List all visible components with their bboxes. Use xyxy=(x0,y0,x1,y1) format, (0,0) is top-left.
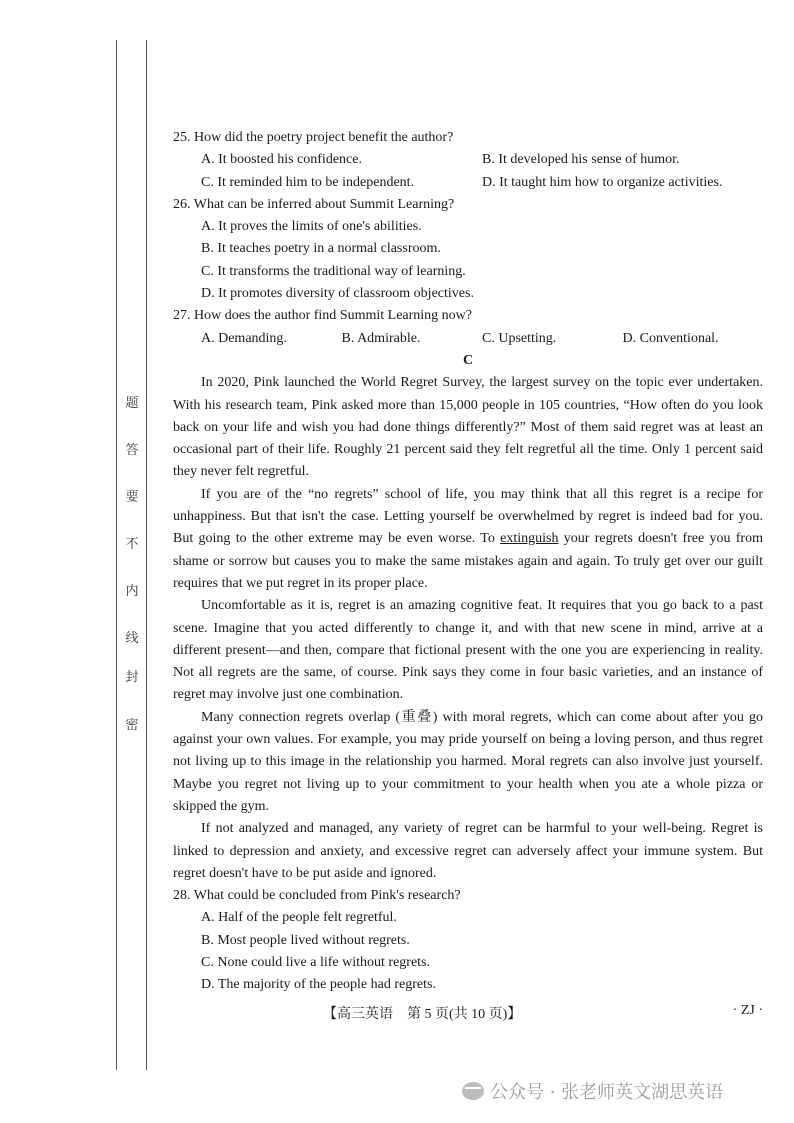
passage-paragraph-2-part-2: your regrets doesn't free you from shame or sorrow but causes you to make the same mistakes again and again. To truly get over our guilt requires that we put regret in its proper place. xyxy=(173,531,763,591)
watermark xyxy=(462,1078,723,1104)
seal-char: 密 xyxy=(125,717,139,732)
binding-line-inner xyxy=(146,40,147,1070)
seal-char: 线 xyxy=(125,630,139,645)
question-27-option-a: A. Demanding. xyxy=(201,330,287,346)
question-26-option-a: A. It proves the limits of one's abilities. xyxy=(201,219,422,235)
section-title: C xyxy=(462,352,474,368)
question-25-stem: 25. How did the poetry project benefit the author? xyxy=(173,130,454,145)
question-27-options xyxy=(201,328,763,350)
passage-paragraph-1: In 2020, Pink launched the World Regret Survey, the largest survey on the topic ever undertaken. With his research team, Pink asked more than 15,000 people in 105 countries, “How often do you look back on your life and wish you had done things differently?” Most of them said regret was at least an occasional part of their life. Roughly 21 percent said they felt regretful all the time. Only 1 percent said they never felt regretful. xyxy=(173,375,763,480)
question-25-option-a: A. It boosted his confidence. xyxy=(201,152,362,168)
question-27-option-b: B. Admirable. xyxy=(341,330,421,346)
question-25-option-b: B. It developed his sense of humor. xyxy=(482,152,680,168)
question-27-stem: 27. How does the author find Summit Learning now? xyxy=(173,308,473,324)
seal-char: 题 xyxy=(125,395,139,410)
underlined-word: extinguish xyxy=(500,531,559,547)
binding-line-outer xyxy=(116,40,117,1070)
passage-paragraph-3: Uncomfortable as it is, regret is an amazing cognitive feat. It requires that you go back to a past scene. Imagine that you acted differently to change it, and with that new scene in mind, arrive at a different present—and then, compare that fictional present with the one you are experiencing in reality. Not all regrets are the same, of course. Pink says they come in four basic varieties, and an instance of regret may involve just one combination. xyxy=(173,598,763,703)
question-25-option-d: D. It taught him how to organize activities. xyxy=(482,174,723,190)
question-28-option-c: C. None could live a life without regrets. xyxy=(201,954,430,970)
footer-code: · ZJ · xyxy=(732,1003,763,1018)
seal-char: 封 xyxy=(125,669,139,684)
question-26-option-d: D. It promotes diversity of classroom objectives. xyxy=(201,286,474,302)
exam-content xyxy=(173,127,763,997)
seal-char: 内 xyxy=(125,583,139,598)
seal-char: 不 xyxy=(125,536,139,551)
passage-paragraph-2-part-1: If you are of the “no regrets” school of life, you may think that all this regret is a recipe for unhappiness. But that isn't the case. Letting yourself be overwhelmed by regret is indeed bad for you. But going to the other extreme may be even worse. To xyxy=(173,486,763,547)
question-25-options-row1 xyxy=(201,149,763,171)
passage-paragraph-5: If not analyzed and managed, any variety of regret can be harmful to your well-being. Regret is linked to depression and anxiety, and excessive regret can adversely affect your immune system. But regret doesn't have to be put aside and ignored. xyxy=(173,821,763,881)
seal-char: 答 xyxy=(125,442,139,457)
question-28-option-a: A. Half of the people felt regretful. xyxy=(201,910,397,926)
question-28-option-d: D. The majority of the people had regrets. xyxy=(201,977,436,993)
watermark-text: 公众号 · 张老师英文湖思英语 xyxy=(490,1082,724,1103)
footer-page-info: 【高三英语 第 5 页(共 10 页)】 xyxy=(323,1007,522,1022)
question-25-option-c: C. It reminded him to be independent. xyxy=(201,174,415,190)
question-28-option-b: B. Most people lived without regrets. xyxy=(201,932,410,948)
question-28-stem: 28. What could be concluded from Pink's research? xyxy=(173,888,461,904)
question-27-option-c: C. Upsetting. xyxy=(482,330,557,346)
wechat-icon xyxy=(462,1082,484,1100)
question-25-options-row2 xyxy=(201,172,763,194)
passage-paragraph-4: Many connection regrets overlap (重叠) with moral regrets, which can come about after you go against your own values. For example, you may pride yourself on being a loving person, and thus regret not living up to this image in the relationship you harmed. Moral regrets can also involve just yourself. Maybe you regret not living up to your commitment to your health when you ate a whole pizza or skipped the gym. xyxy=(173,709,763,814)
seal-char: 要 xyxy=(125,489,139,504)
passage-paragraph-2 xyxy=(173,484,763,595)
question-26-stem: 26. What can be inferred about Summit Learning? xyxy=(173,196,455,212)
question-26-option-c: C. It transforms the traditional way of learning. xyxy=(201,263,466,279)
question-26-option-b: B. It teaches poetry in a normal classroom. xyxy=(201,241,441,257)
question-27-option-d: D. Conventional. xyxy=(622,330,719,346)
